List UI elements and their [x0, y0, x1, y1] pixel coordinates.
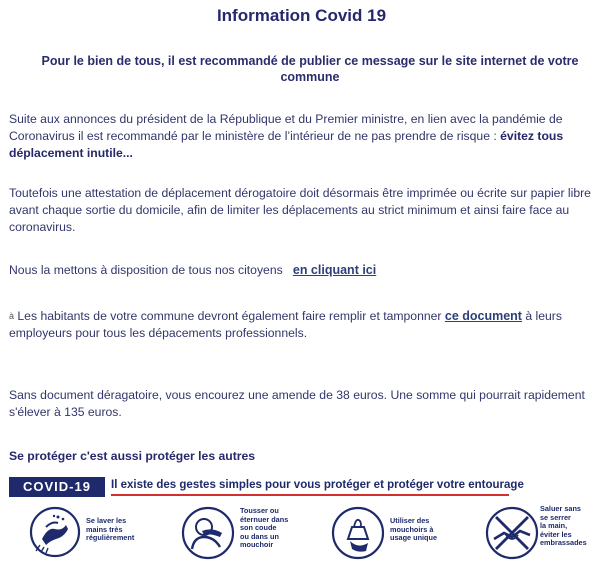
announcement-text: Suite aux annonces du président de la République et du Premier ministre, en lien avec la pandémie de Coronavirus il est recommandé par le ministère de l’intérieur de ne pas prendre de risque : [9, 112, 563, 143]
bullet-marker: à [9, 311, 15, 321]
page-subtitle: Pour le bien de tous, il est recommandé de publier ce message sur le site internet de votre commune [41, 54, 579, 84]
covid-banner [9, 477, 595, 499]
protect-heading: Se protéger c'est aussi protéger les autres [9, 449, 256, 463]
employers-text: Les habitants de votre commune devront également faire remplir et tamponner [14, 309, 445, 323]
gesture-no-handshake [484, 505, 599, 567]
banner-slogan: Il existe des gestes simples pour vous protéger et protéger votre entourage [111, 479, 524, 491]
banner-underline [111, 494, 509, 496]
paragraph-fine: Sans document déragatoire, vous encourez une amende de 38 euros. Une somme qui pourrait rapidement s'élever à 135 euros. [9, 388, 585, 419]
gesture-label: Utiliser des mouchoirs à usage unique [390, 516, 438, 542]
employers-text-end: à leurs employeurs pour tous les dépacements professionnels. [9, 309, 562, 340]
gesture-label: Se laver les mains très régulièrement [86, 516, 135, 542]
paragraph-announcement [9, 111, 599, 162]
paragraph-attestation: Toutefois une attestation de déplacement dérogatoire doit désormais être imprimée ou écrite sur papier libre avant chaque sortie du domicile, afin de limiter les déplacements au strict minimum et ainsi faire face au coronavirus. [9, 186, 591, 234]
gesture-label: Tousser ou éternuer dans son coude ou dans un mouchoir [240, 506, 289, 549]
document-link[interactable]: ce document [444, 309, 522, 323]
cough-elbow-icon [180, 505, 236, 561]
download-link[interactable]: en cliquant ici [292, 263, 377, 277]
page-title: Information Covid 19 [216, 6, 387, 25]
gesture-tissue [330, 505, 460, 567]
gesture-cough-elbow [180, 505, 320, 567]
announcement-emphasis: évitez tous déplacement inutile... [9, 129, 564, 160]
covid-badge: COVID-19 [9, 477, 105, 497]
hand-washing-icon [28, 505, 82, 559]
download-text: Nous la mettons à disposition de tous nos citoyens [9, 263, 283, 277]
no-handshake-icon [484, 505, 540, 561]
paragraph-employers [9, 308, 599, 342]
gesture-label: Saluer sans se serrer la main, éviter les embrassades [540, 504, 587, 547]
gesture-hand-washing [28, 505, 158, 567]
paragraph-download [9, 262, 599, 279]
tissue-icon [330, 505, 386, 561]
